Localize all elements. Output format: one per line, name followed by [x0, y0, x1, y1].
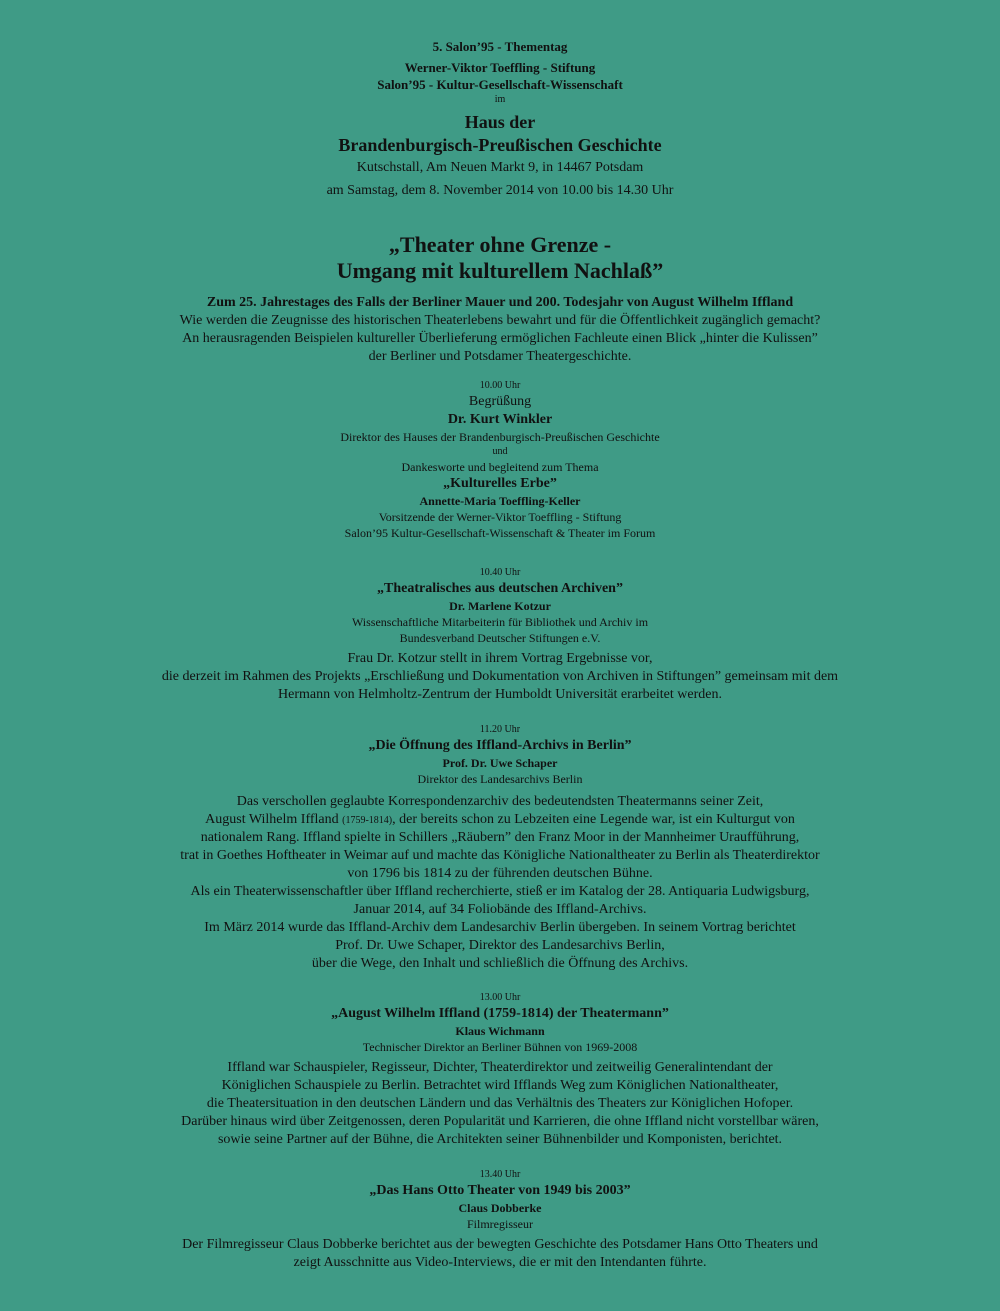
session-text: Frau Dr. Kotzur stellt in ihrem Vortrag Ergebnisse vor, — [347, 651, 653, 666]
title-line-1: „Theater ohne Grenze - — [388, 232, 612, 257]
session-text: Als ein Theaterwissenschaftler über Iffland recherchierte, stieß er im Katalog der 28. Antiquaria Ludwigsburg, — [190, 884, 810, 899]
speaker-name: Claus Dobberke — [458, 1201, 542, 1215]
speaker-role: Vorsitzende der Werner-Viktor Toeffling - Stiftung — [378, 510, 622, 524]
intro-line: Wie werden die Zeugnisse des historischen Theaterlebens bewahrt und für die Öffentlichkeit zugänglich gemacht? — [179, 313, 821, 328]
intro-line: der Berliner und Potsdamer Theatergeschichte. — [368, 349, 632, 364]
venue-line-1: Haus der — [464, 112, 536, 132]
session-topic: „Kulturelles Erbe” — [443, 476, 557, 491]
session-time: 11.20 Uhr — [479, 724, 521, 735]
session-text: Das verschollen geglaubte Korrespondenzarchiv des bedeutendsten Theatermanns seiner Zeit, — [236, 794, 764, 809]
event-title — [0, 232, 1000, 284]
speaker-name: Prof. Dr. Uwe Schaper — [442, 756, 558, 770]
session-text: sowie seine Partner auf der Bühne, die Architekten seiner Bühnenbilder und Komponisten, berichtet. — [217, 1132, 783, 1147]
session-text: Prof. Dr. Uwe Schaper, Direktor des Landesarchivs Berlin, — [335, 938, 665, 953]
speaker-role: Filmregisseur — [467, 1217, 533, 1231]
session-text — [0, 811, 1000, 829]
venue-line-2: Brandenburgisch-Preußischen Geschichte — [338, 135, 662, 155]
text-part: August Wilhelm Iffland — [205, 812, 343, 827]
session-time: 13.40 Uhr — [479, 1169, 521, 1180]
session-text: Iffland war Schauspieler, Regisseur, Dichter, Theaterdirektor und zeitweilig Generalintendant der — [227, 1060, 773, 1075]
venue-address: Kutschstall, Am Neuen Markt 9, in 14467 Potsdam — [356, 160, 644, 175]
session-time: 13.00 Uhr — [479, 992, 521, 1003]
session-time: 10.00 Uhr — [479, 380, 521, 391]
salon-name: Salon’95 - Kultur-Gesellschaft-Wissenschaft — [377, 77, 623, 92]
welcome-label: Begrüßung — [468, 394, 532, 409]
session-topic: „Theatralisches aus deutschen Archiven” — [377, 581, 623, 596]
speaker-role: Technischer Direktor an Berliner Bühnen von 1969-2008 — [362, 1040, 638, 1054]
speaker-role: Direktor des Hauses der Brandenburgisch-Preußischen Geschichte — [340, 430, 660, 444]
session-topic: „Das Hans Otto Theater von 1949 bis 2003” — [369, 1183, 631, 1198]
life-dates: (1759-1814) — [342, 815, 393, 826]
session-text: Der Filmregisseur Claus Dobberke berichtet aus der bewegten Geschichte des Potsdamer Hans Otto Theaters und — [182, 1237, 818, 1252]
session-topic: „Die Öffnung des Iffland-Archivs in Berlin” — [368, 738, 632, 753]
speaker-name: Dr. Kurt Winkler — [447, 412, 553, 427]
salon-number: 5. Salon’95 - Thementag — [432, 39, 568, 54]
session-2 — [0, 566, 1000, 704]
event-header — [0, 38, 1000, 200]
session-3 — [0, 723, 1000, 973]
session-text: zeigt Ausschnitte aus Video-Interviews, die er mit den Intendanten führte. — [293, 1255, 707, 1270]
intro — [0, 294, 1000, 366]
speaker-role: Bundesverband Deutscher Stiftungen e.V. — [399, 631, 601, 645]
session-text: Januar 2014, auf 34 Foliobände des Iffland-Archivs. — [353, 902, 647, 917]
session-text: von 1796 bis 1814 zu der führenden deutschen Bühne. — [347, 866, 653, 881]
session-topic: „August Wilhelm Iffland (1759-1814) der Theatermann” — [331, 1006, 669, 1021]
session-1 — [0, 379, 1000, 541]
speaker-name: Dr. Marlene Kotzur — [449, 599, 551, 613]
speaker-role: Direktor des Landesarchivs Berlin — [417, 772, 583, 786]
session-text: nationalem Rang. Iffland spielte in Schillers „Räubern” den Franz Moor in der Mannheimer Uraufführung, — [200, 830, 800, 845]
event-date: am Samstag, dem 8. November 2014 von 10.00 bis 14.30 Uhr — [326, 183, 674, 198]
im-label: im — [494, 94, 506, 105]
speaker-name: Klaus Wichmann — [455, 1024, 545, 1038]
thanks-label: Dankesworte und begleitend zum Thema — [401, 460, 599, 474]
session-text: die derzeit im Rahmen des Projekts „Erschließung und Dokumentation von Archiven in Stiftungen” gemeinsam mit dem — [161, 669, 839, 684]
intro-subtitle: Zum 25. Jahrestages des Falls der Berliner Mauer und 200. Todesjahr von August Wilhelm Iffland — [206, 295, 794, 310]
intro-line: An herausragenden Beispielen kultureller Überlieferung ermöglichen Fachleute einen Blick „hinter die Kulissen” — [182, 331, 818, 346]
speaker-name: Annette-Maria Toeffling-Keller — [419, 494, 581, 508]
session-5 — [0, 1168, 1000, 1272]
session-text: die Theatersituation in den deutschen Ländern und das Verhältnis des Theaters zur Königlichen Hofoper. — [206, 1096, 794, 1111]
speaker-role: Wissenschaftliche Mitarbeiterin für Bibliothek und Archiv im — [351, 615, 649, 629]
session-time: 10.40 Uhr — [479, 567, 521, 578]
session-text: über die Wege, den Inhalt und schließlich die Öffnung des Archivs. — [311, 956, 689, 971]
speaker-role: Salon’95 Kultur-Gesellschaft-Wissenschaft & Theater im Forum — [344, 526, 656, 540]
session-text: trat in Goethes Hoftheater in Weimar auf und machte das Königliche Nationaltheater zu Berlin als Theaterdirektor — [180, 848, 820, 863]
session-text: Königlichen Schauspiele zu Berlin. Betrachtet wird Ifflands Weg zum Königlichen Nationaltheater, — [221, 1078, 779, 1093]
session-4 — [0, 991, 1000, 1149]
title-line-2: Umgang mit kulturellem Nachlaß” — [336, 258, 664, 283]
und-label: und — [492, 446, 508, 457]
session-text: Hermann von Helmholtz-Zentrum der Humboldt Universität erarbeitet werden. — [278, 687, 722, 702]
session-text: Darüber hinaus wird über Zeitgenossen, deren Popularität und Karrieren, die ohne Iffland nicht vorstellbar wären, — [181, 1114, 819, 1129]
foundation-name: Werner-Viktor Toeffling - Stiftung — [404, 60, 596, 75]
text-part: , der bereits schon zu Lebzeiten eine Legende war, ist ein Kulturgut von — [392, 812, 795, 827]
session-text: Im März 2014 wurde das Iffland-Archiv dem Landesarchiv Berlin übergeben. In seinem Vortrag berichtet — [204, 920, 796, 935]
